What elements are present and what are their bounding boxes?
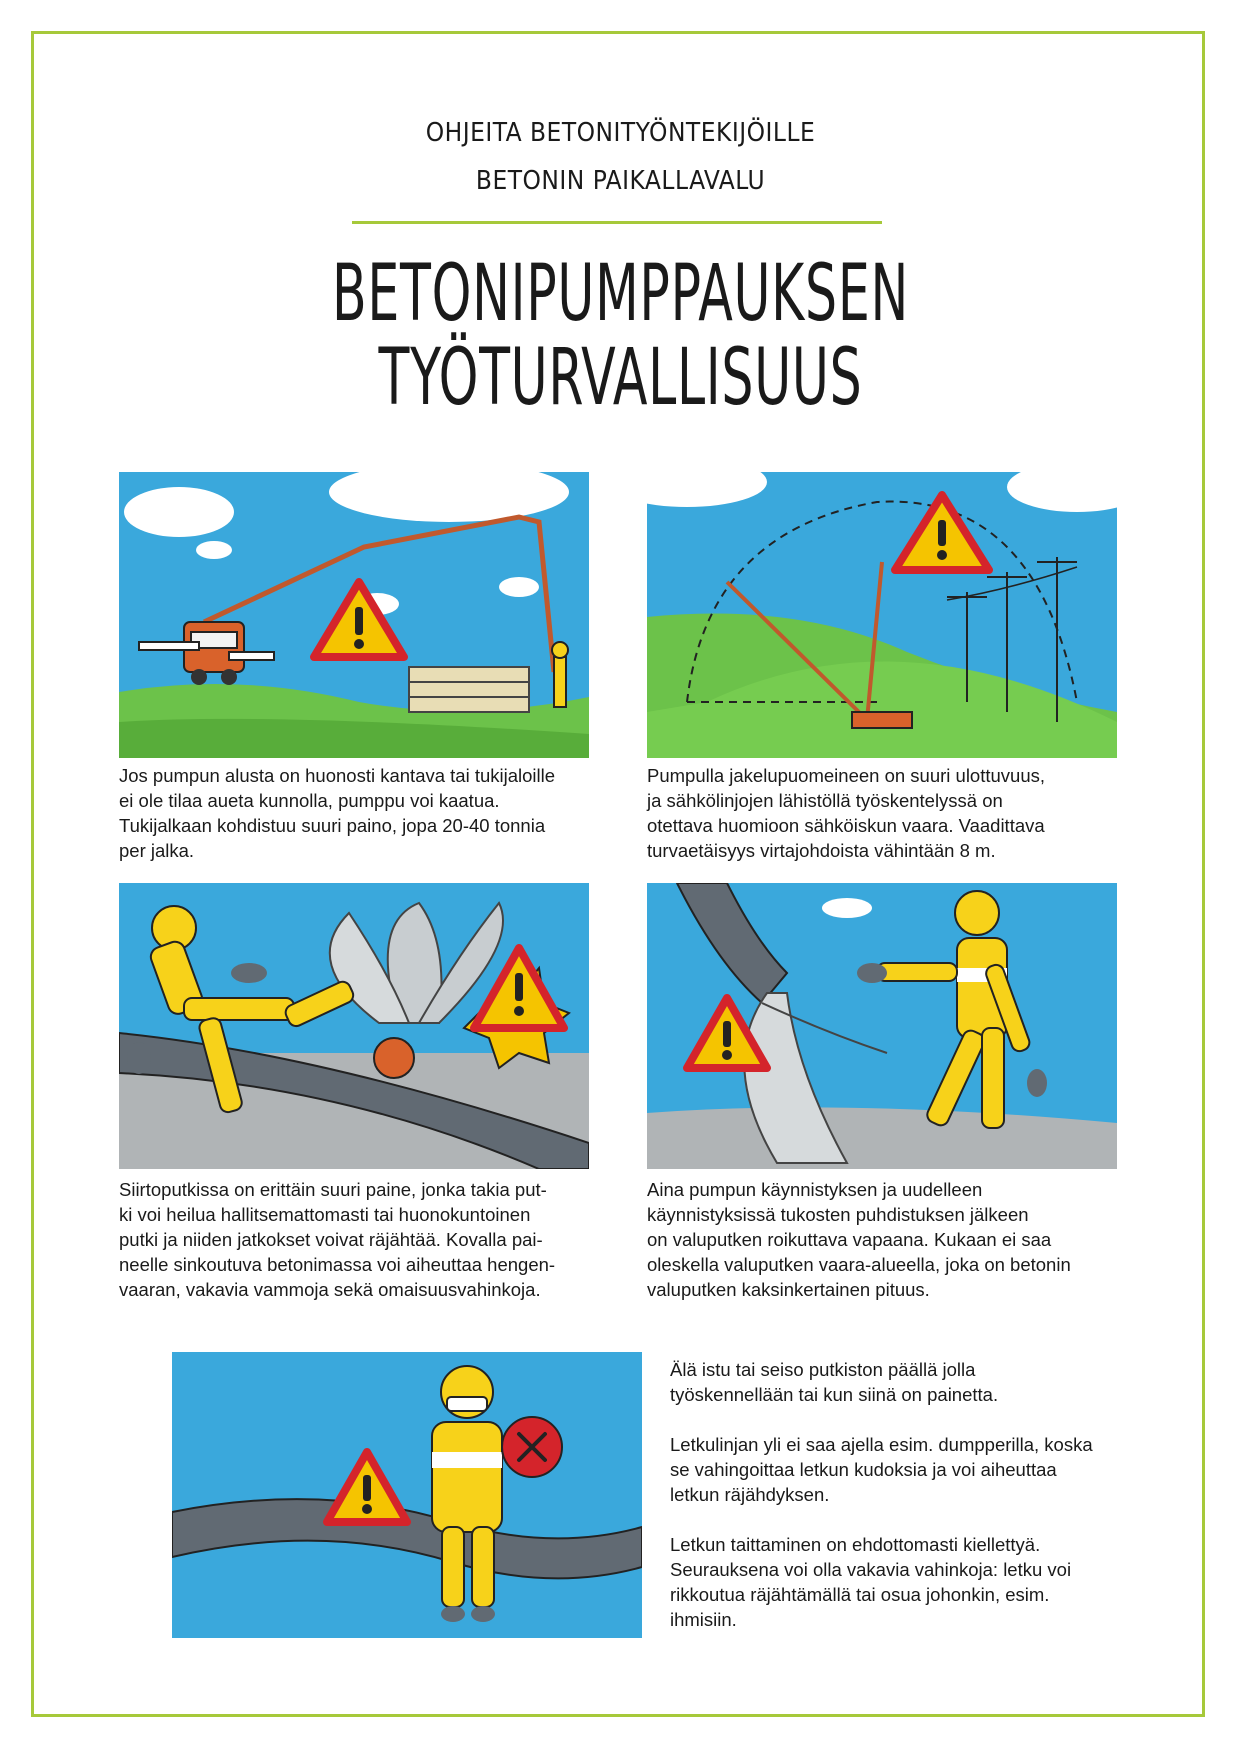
caption-line: oleskella valuputken vaara-alueella, joka on betonin (647, 1254, 1071, 1275)
instruction-paragraph (670, 1357, 1140, 1407)
caption-line: Jos pumpun alusta on huonosti kantava tai tukijaloille (119, 765, 556, 786)
page-title-line-1: BETONIPUMPPAUKSEN (332, 249, 909, 339)
caption-line: turvaetäisyys virtajohdoista vähintään 8 m. (647, 840, 996, 861)
kicker-line-2: BETONIN PAIKALLAVALU (475, 166, 766, 196)
instruction-line: ihmisiin. (670, 1609, 737, 1630)
instruction-line: letkun räjähdyksen. (670, 1484, 830, 1505)
illustration-power-lines (647, 472, 1117, 758)
illustration-pump-tipping (119, 472, 589, 758)
page-title-line-2: TYÖTURVALLISUUS (378, 333, 863, 423)
caption-power-lines (647, 763, 1127, 863)
caption-line: otettava huomioon sähköiskun vaara. Vaadittava (647, 815, 1045, 836)
caption-line: putki ja niiden jatkokset voivat räjähtää. Kovalla pai- (119, 1229, 543, 1250)
title-divider (352, 221, 882, 224)
illustration-sitting-on-hose (172, 1352, 642, 1638)
caption-line: on valuputken roikuttava vapaana. Kukaan ei saa (647, 1229, 1052, 1250)
caption-pump-tipping (119, 763, 599, 863)
instruction-line: työskennellään tai kun siinä on painetta. (670, 1384, 999, 1405)
caption-line: vaaran, vakavia vammoja sekä omaisuusvahinkoja. (119, 1279, 541, 1300)
instruction-line: Letkun taittaminen on ehdottomasti kiellettyä. (670, 1534, 1041, 1555)
instruction-line: rikkoutua räjähtämällä tai osua johonkin, esim. (670, 1584, 1050, 1605)
caption-line: ei ole tilaa aueta kunnolla, pumppu voi kaatua. (119, 790, 500, 811)
instruction-line: Älä istu tai seiso putkiston päällä jolla (670, 1359, 976, 1380)
instruction-line: se vahingoittaa letkun kudoksia ja voi aiheuttaa (670, 1459, 1057, 1480)
instruction-line: Letkulinjan yli ei saa ajella esim. dumpperilla, koska (670, 1434, 1093, 1455)
caption-line: valuputken kaksinkertainen pituus. (647, 1279, 930, 1300)
caption-line: ja sähkölinjojen lähistöllä työskentelyssä on (647, 790, 1003, 811)
caption-pipe-burst (119, 1177, 599, 1302)
caption-line: ki voi heilua hallitsemattomasti tai huonokuntoinen (119, 1204, 531, 1225)
illustration-hose-whip (647, 883, 1117, 1169)
illustration-pipe-burst (119, 883, 589, 1169)
bottom-instructions (670, 1357, 1140, 1657)
kicker-line-1: OHJEITA BETONITYÖNTEKIJÖILLE (425, 118, 816, 148)
caption-line: per jalka. (119, 840, 195, 861)
caption-line: käynnistyksissä tukosten puhdistuksen jälkeen (647, 1204, 1029, 1225)
caption-line: Aina pumpun käynnistyksen ja uudelleen (647, 1179, 983, 1200)
caption-hose-whip (647, 1177, 1127, 1302)
caption-line: Tukijalkaan kohdistuu suuri paino, jopa 20-40 tonnia (119, 815, 546, 836)
instruction-paragraph (670, 1532, 1140, 1632)
caption-line: Siirtoputkissa on erittäin suuri paine, jonka takia put- (119, 1179, 547, 1200)
caption-line: neelle sinkoutuva betonimassa voi aiheuttaa hengen- (119, 1254, 556, 1275)
caption-line: Pumpulla jakelupuomeineen on suuri ulottuvuus, (647, 765, 1046, 786)
instruction-paragraph (670, 1432, 1140, 1507)
instruction-line: Seurauksena voi olla vakavia vahinkoja: letku voi (670, 1559, 1072, 1580)
